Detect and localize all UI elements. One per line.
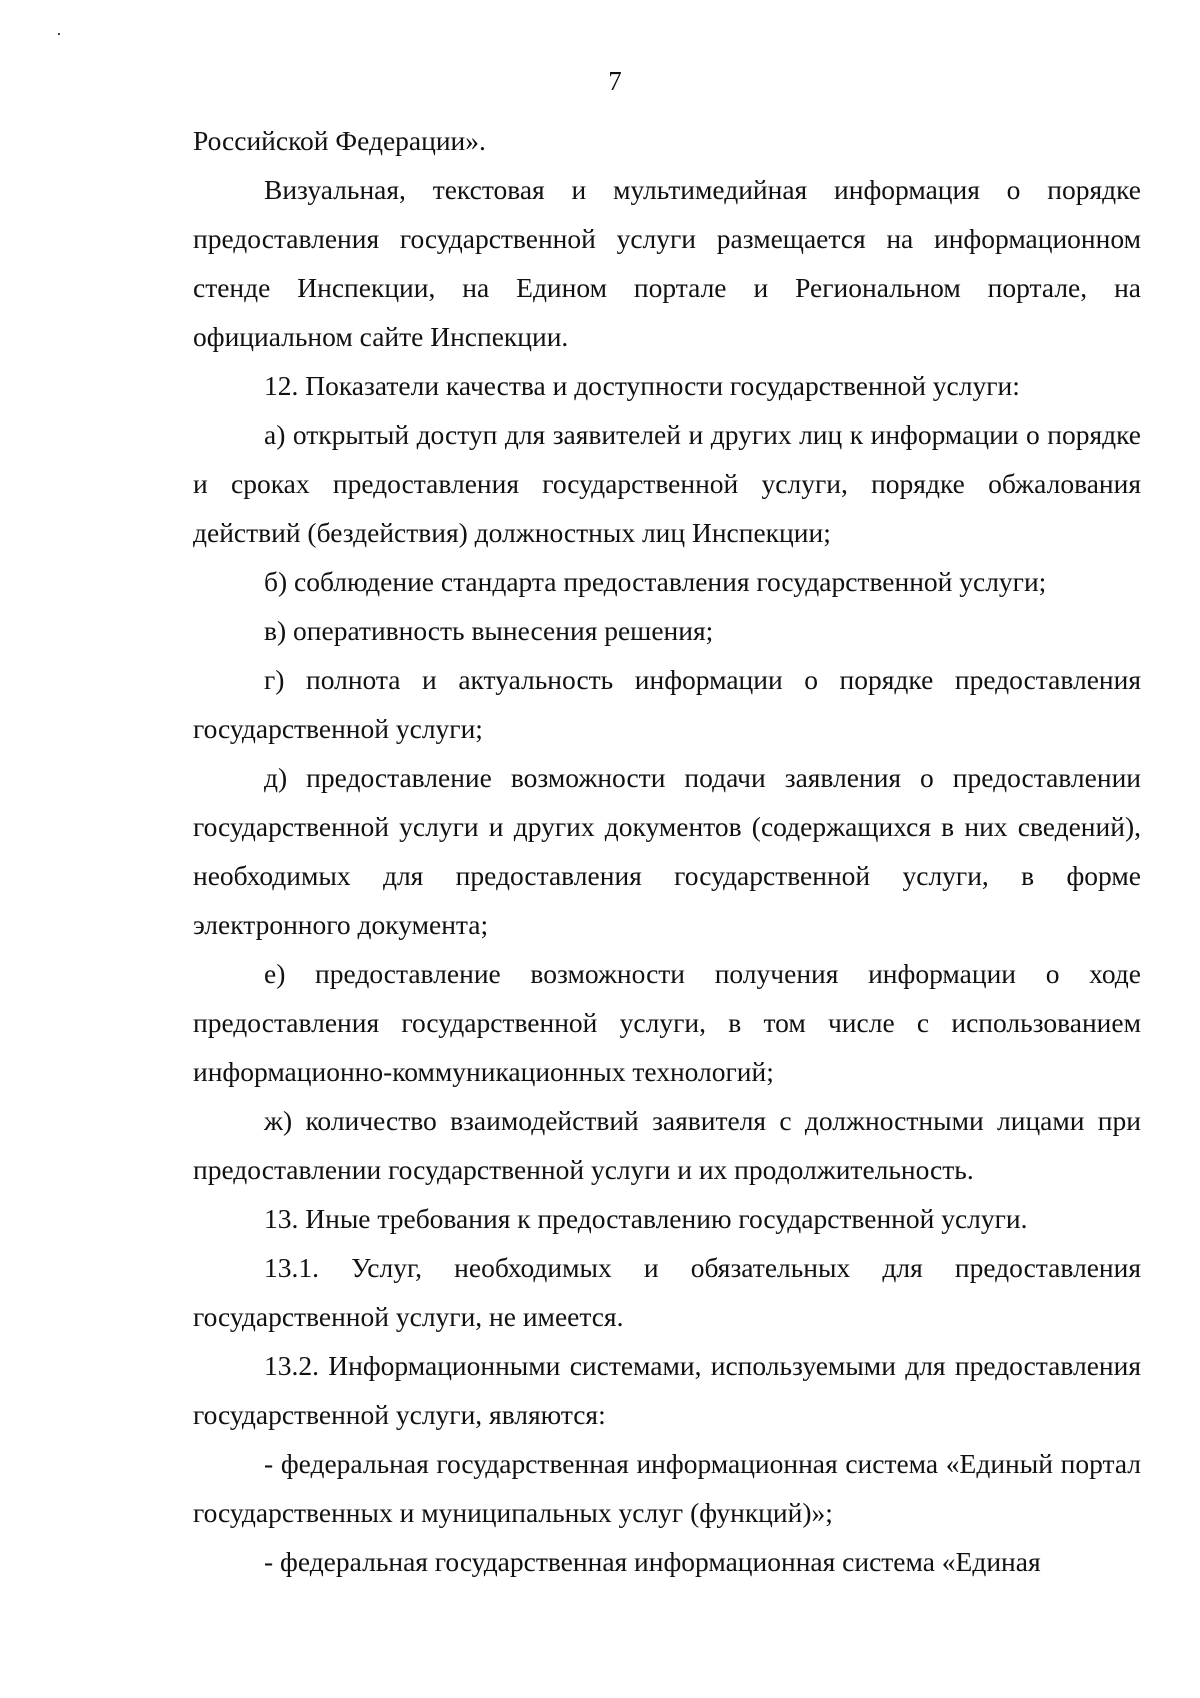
paragraph-section-13: 13. Иные требования к предоставлению государственной услуги. [264, 1203, 1028, 1234]
paragraph-section-13-1: 13.1. Услуг, необходимых и обязательных для предоставления государственной услуги, не имеется. [193, 1252, 1141, 1332]
scan-artifact-dot [58, 33, 60, 35]
paragraph-item-v: в) оперативность вынесения решения; [264, 615, 714, 646]
paragraph-item-a: а) открытый доступ для заявителей и других лиц к информации о порядке и сроках предоставления государственной услуги, порядке обжалования действий (бездействия) должностных лиц Инспекции; [193, 419, 1141, 548]
paragraph-item-zh: ж) количество взаимодействий заявителя с должностными лицами при предоставлении государственной услуги и их продолжительность. [193, 1105, 1141, 1185]
paragraph-system-epgu: - федеральная государственная информационная система «Единый портал государственных и муниципальных услуг (функций)»; [193, 1448, 1141, 1528]
paragraph-item-b: б) соблюдение стандарта предоставления государственной услуги; [264, 566, 1047, 597]
page-number: 7 [608, 66, 622, 96]
document-body [193, 116, 1141, 1586]
paragraph-item-e: е) предоставление возможности получения информации о ходе предоставления государственной услуги, в том числе с использованием информационно-коммуникационных технологий; [193, 958, 1141, 1087]
paragraph-visual-info: Визуальная, текстовая и мультимедийная информация о порядке предоставления государственной услуги размещается на информационном стенде Инспекции, на Едином портале и Региональном портале, на официальном сайте Инспекции. [193, 174, 1141, 352]
paragraph-item-g: г) полнота и актуальность информации о порядке предоставления государственной услуги; [193, 664, 1141, 744]
paragraph-continuation: Российской Федерации». [193, 125, 486, 156]
paragraph-item-d: д) предоставление возможности подачи заявления о предоставлении государственной услуги и других документов (содержащихся в них сведений), необходимых для предоставления государственной услуги, в форме электронного документа; [193, 762, 1141, 940]
paragraph-section-12: 12. Показатели качества и доступности государственной услуги: [264, 370, 1020, 401]
paragraph-system-esia: - федеральная государственная информационная система «Единая [264, 1546, 1041, 1577]
paragraph-section-13-2: 13.2. Информационными системами, используемыми для предоставления государственной услуги, являются: [193, 1350, 1141, 1430]
